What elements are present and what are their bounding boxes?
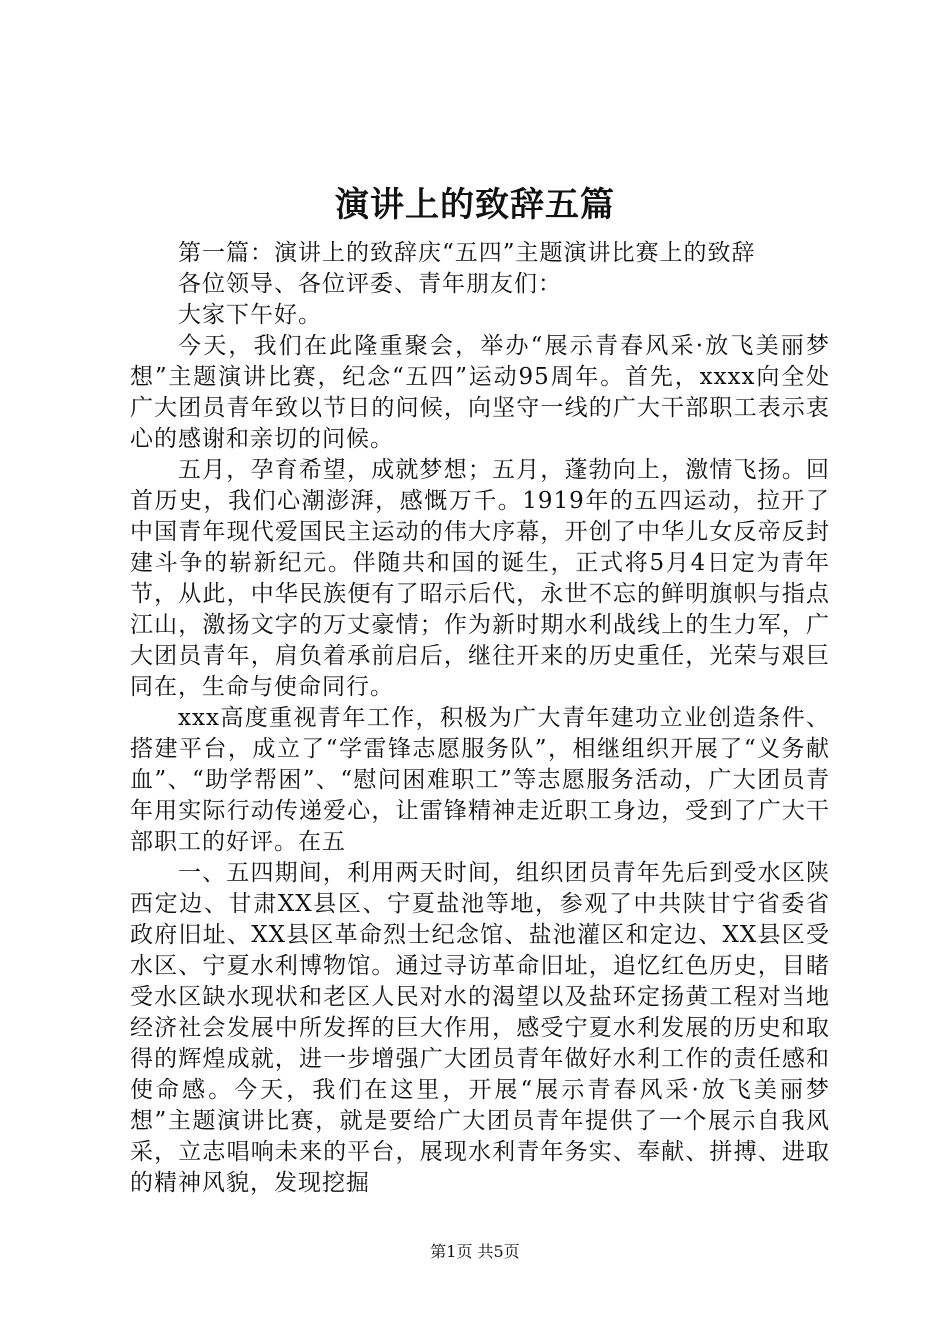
paragraph-youth-work: xxx高度重视青年工作，积极为广大青年建功立业创造条件、搭建平台，成立了“学雷锋志愿服务队”，相继组织开展了“义务献血”、“助学帮困”、“慰问困难职工”等志愿服务活动，广大团员青年用实际行动传递爱心，让雷锋精神走近职工身边，受到了广大干部职工的好评。在五: [130, 705, 830, 855]
paragraph-activities: 一、五四期间，利用两天时间，组织团员青年先后到受水区陕西定边、甘肃XX县区、宁夏盐池等地，参观了中共陕甘宁省委省政府旧址、XX县区革命烈士纪念馆、盐池灌区和定边、XX县区受水区、宁夏水利博物馆。通过寻访革命旧址，追忆红色历史，目睹受水区缺水现状和老区人民对水的渴望以及盐环定扬黄工程对当地经济社会发展中所发挥的巨大作用，感受宁夏水利发展的历史和取得的辉煌成就，进一步增强广大团员青年做好水利工作的责任感和使命感。今天，我们在这里，开展“展示青春风采·放飞美丽梦想”主题演讲比赛，就是要给广大团员青年提供了一个展示自我风采，立志唱响未来的平台，展现水利青年务实、奉献、拼搏、进取的精神风貌，发现挖掘: [130, 860, 830, 1196]
paragraph-heading: 第一篇：演讲上的致辞庆“五四”主题演讲比赛上的致辞: [178, 240, 756, 266]
page-footer: 第1页 共5页: [430, 1242, 520, 1261]
document-title: 演讲上的致辞五篇: [335, 185, 615, 225]
paragraph-history: 五月，孕育希望，成就梦想；五月，蓬勃向上，激情飞扬。回首历史，我们心潮澎湃，感慨万千。1919年的五四运动，拉开了中国青年现代爱国民主运动的伟大序幕，开创了中华儿女反帝反封建斗争的崭新纪元。伴随共和国的诞生，正式将5月4日定为青年节，从此，中华民族便有了昭示后代，永世不忘的鲜明旗帜与指点江山，激扬文字的万丈豪情；作为新时期水利战线上的生力军，广大团员青年，肩负着承前启后，继往开来的历史重任，光荣与艰巨同在，生命与使命同行。: [130, 457, 830, 700]
paragraph-salutation: 各位领导、各位评委、青年朋友们：: [178, 271, 562, 297]
document-body: [130, 238, 830, 1199]
paragraph-greeting: 大家下午好。: [178, 302, 322, 328]
paragraph-opening: 今天，我们在此隆重聚会，举办“展示青春风采·放飞美丽梦想”主题演讲比赛，纪念“五四”运动95周年。首先，xxxx向全处广大团员青年致以节日的问候，向坚守一线的广大干部职工表示衷心的感谢和亲切的问候。: [130, 333, 830, 452]
